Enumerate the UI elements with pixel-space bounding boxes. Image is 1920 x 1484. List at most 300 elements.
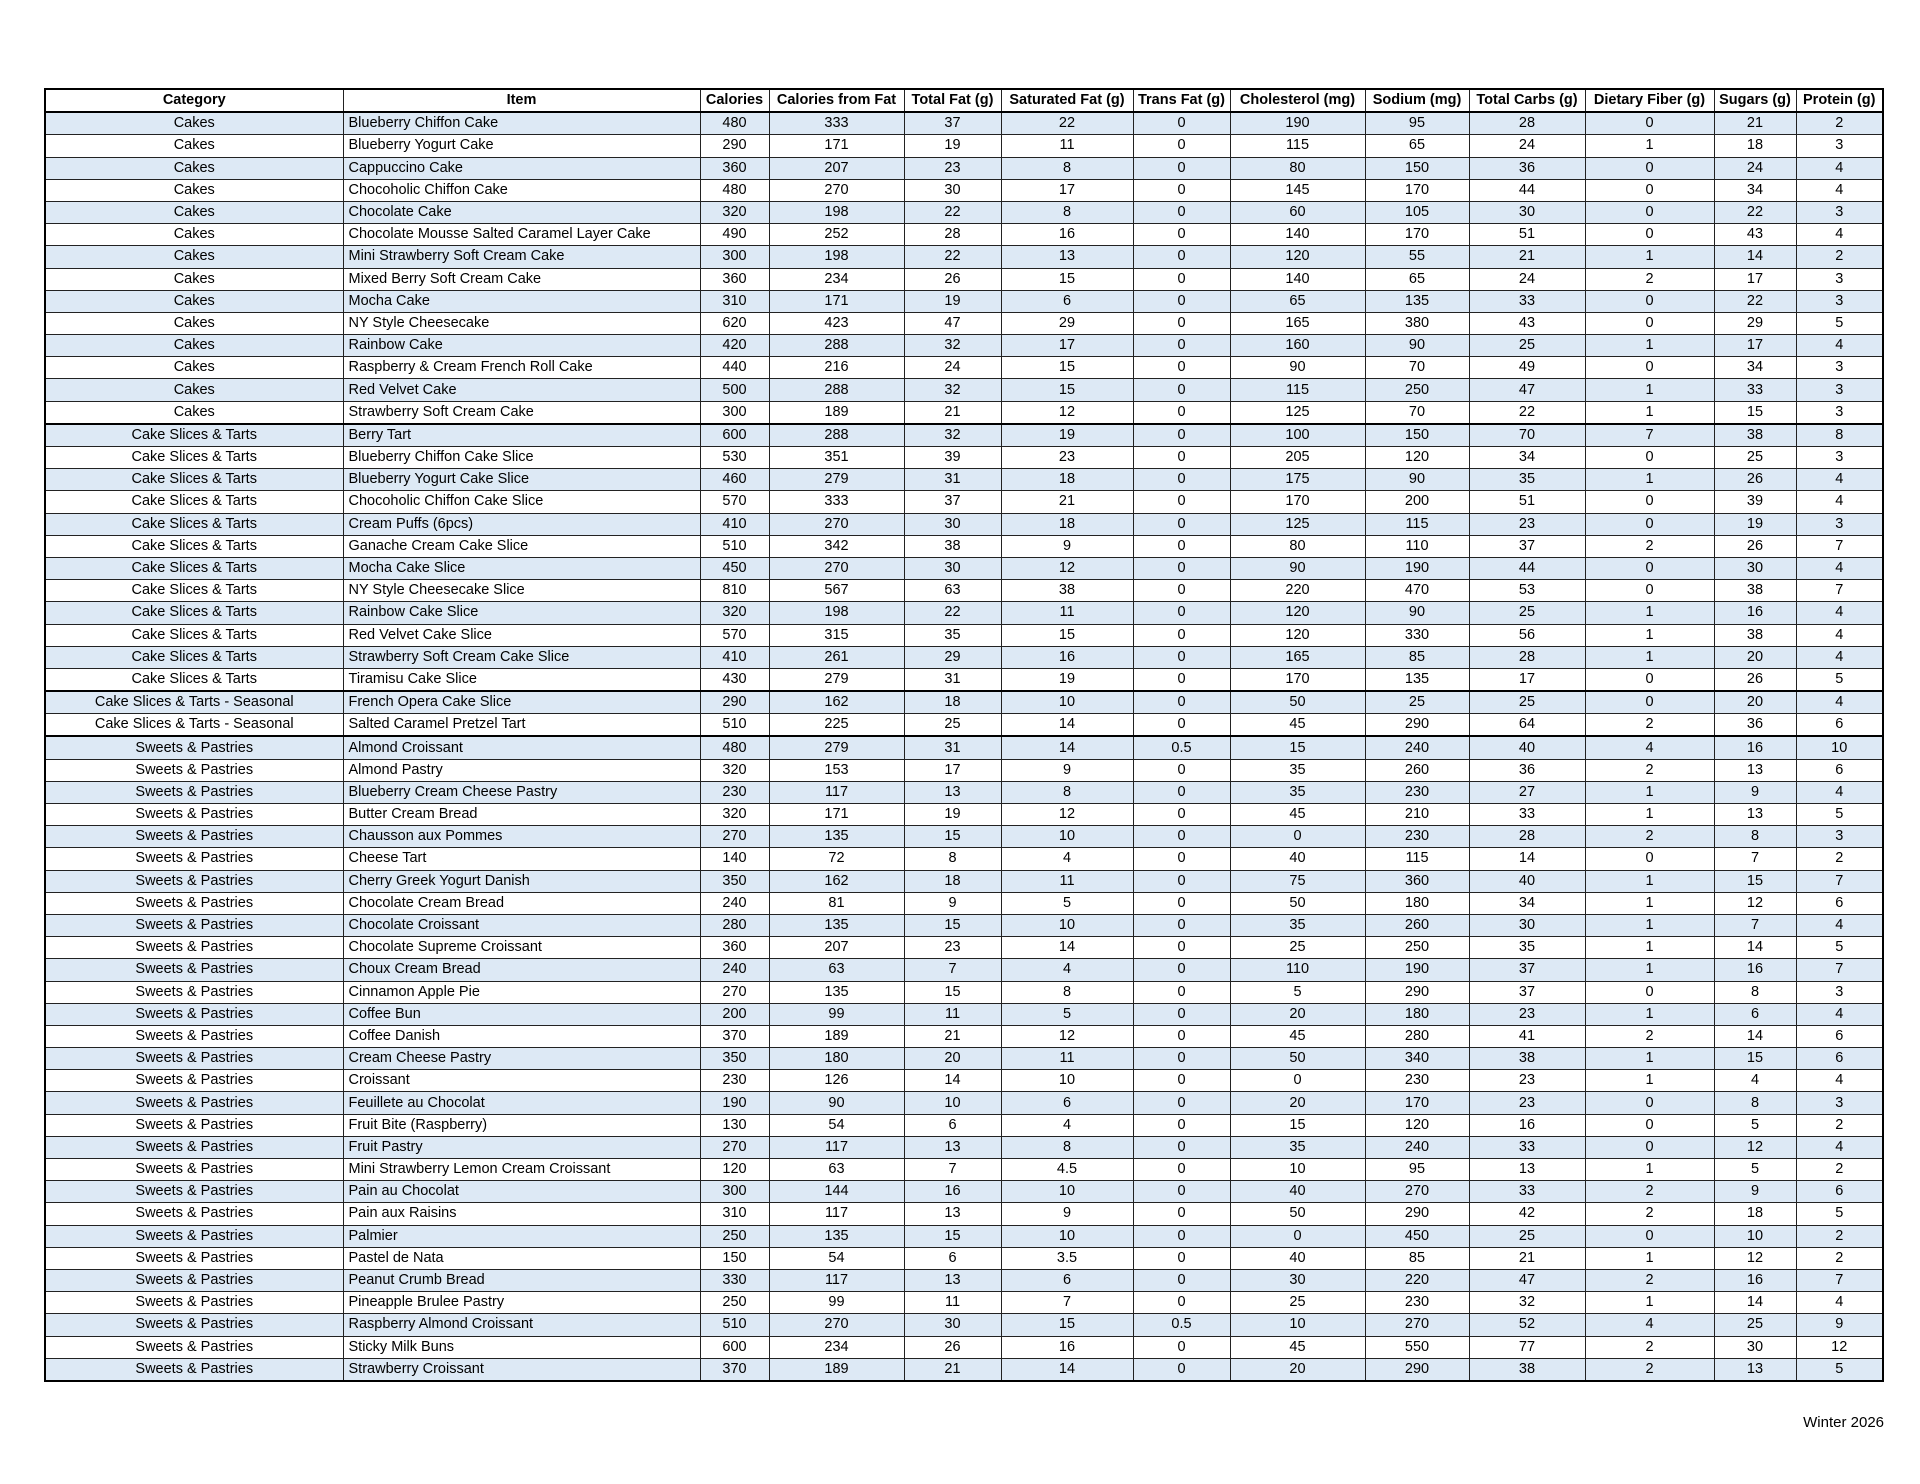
value-cell: 7	[904, 959, 1001, 981]
value-cell: 31	[904, 668, 1001, 691]
value-cell: 0	[1133, 804, 1230, 826]
value-cell: 1	[1585, 246, 1714, 268]
table-row	[45, 1003, 1883, 1025]
column-header: Protein (g)	[1796, 89, 1883, 112]
value-cell: 6	[1796, 714, 1883, 737]
value-cell: 0	[1133, 1048, 1230, 1070]
value-cell: 2	[1585, 1358, 1714, 1381]
value-cell: 510	[700, 535, 769, 557]
category-cell: Sweets & Pastries	[45, 1358, 343, 1381]
value-cell: 0.5	[1133, 1314, 1230, 1336]
value-cell: 4	[1796, 1136, 1883, 1158]
table-row	[45, 892, 1883, 914]
table-row	[45, 1159, 1883, 1181]
value-cell: 0	[1133, 624, 1230, 646]
value-cell: 35	[1469, 469, 1585, 491]
value-cell: 90	[1230, 357, 1365, 379]
value-cell: 35	[1230, 1136, 1365, 1158]
value-cell: 36	[1469, 759, 1585, 781]
value-cell: 567	[769, 580, 904, 602]
value-cell: 180	[1365, 892, 1469, 914]
value-cell: 10	[1001, 914, 1133, 936]
item-cell: Rainbow Cake Slice	[343, 602, 700, 624]
value-cell: 0	[1133, 1114, 1230, 1136]
value-cell: 252	[769, 224, 904, 246]
value-cell: 115	[1230, 379, 1365, 401]
category-cell: Sweets & Pastries	[45, 1292, 343, 1314]
value-cell: 300	[700, 1181, 769, 1203]
table-row	[45, 1025, 1883, 1047]
value-cell: 14	[904, 1070, 1001, 1092]
value-cell: 2	[1585, 535, 1714, 557]
table-row	[45, 268, 1883, 290]
value-cell: 570	[700, 624, 769, 646]
value-cell: 40	[1469, 736, 1585, 759]
value-cell: 115	[1365, 848, 1469, 870]
value-cell: 120	[1365, 1114, 1469, 1136]
value-cell: 0	[1133, 826, 1230, 848]
value-cell: 360	[700, 157, 769, 179]
value-cell: 320	[700, 602, 769, 624]
value-cell: 530	[700, 447, 769, 469]
value-cell: 1	[1585, 892, 1714, 914]
value-cell: 25	[1365, 691, 1469, 714]
value-cell: 50	[1230, 1048, 1365, 1070]
item-cell: Red Velvet Cake	[343, 379, 700, 401]
item-cell: NY Style Cheesecake	[343, 312, 700, 334]
value-cell: 0	[1585, 668, 1714, 691]
value-cell: 33	[1469, 1181, 1585, 1203]
category-cell: Sweets & Pastries	[45, 981, 343, 1003]
value-cell: 47	[1469, 379, 1585, 401]
value-cell: 105	[1365, 201, 1469, 223]
value-cell: 38	[1001, 580, 1133, 602]
category-cell: Sweets & Pastries	[45, 804, 343, 826]
category-cell: Cake Slices & Tarts	[45, 447, 343, 469]
value-cell: 19	[904, 135, 1001, 157]
category-cell: Cake Slices & Tarts	[45, 602, 343, 624]
category-cell: Cakes	[45, 335, 343, 357]
item-cell: Raspberry Almond Croissant	[343, 1314, 700, 1336]
value-cell: 170	[1230, 668, 1365, 691]
value-cell: 350	[700, 1048, 769, 1070]
value-cell: 160	[1230, 335, 1365, 357]
value-cell: 440	[700, 357, 769, 379]
value-cell: 0	[1133, 914, 1230, 936]
value-cell: 31	[904, 736, 1001, 759]
table-row	[45, 826, 1883, 848]
value-cell: 15	[1714, 1048, 1796, 1070]
value-cell: 30	[904, 179, 1001, 201]
value-cell: 2	[1585, 759, 1714, 781]
item-cell: Strawberry Soft Cream Cake	[343, 401, 700, 424]
value-cell: 240	[700, 959, 769, 981]
value-cell: 0	[1585, 112, 1714, 135]
item-cell: Fruit Bite (Raspberry)	[343, 1114, 700, 1136]
table-row	[45, 535, 1883, 557]
value-cell: 0	[1133, 781, 1230, 803]
value-cell: 8	[1001, 157, 1133, 179]
value-cell: 0	[1133, 1358, 1230, 1381]
value-cell: 15	[904, 914, 1001, 936]
value-cell: 11	[1001, 135, 1133, 157]
value-cell: 17	[1714, 268, 1796, 290]
value-cell: 23	[1469, 1070, 1585, 1092]
value-cell: 330	[1365, 624, 1469, 646]
value-cell: 0	[1133, 714, 1230, 737]
value-cell: 0	[1133, 1292, 1230, 1314]
value-cell: 480	[700, 179, 769, 201]
value-cell: 18	[904, 870, 1001, 892]
value-cell: 18	[1001, 469, 1133, 491]
table-row	[45, 201, 1883, 223]
value-cell: 279	[769, 736, 904, 759]
value-cell: 126	[769, 1070, 904, 1092]
value-cell: 300	[700, 401, 769, 424]
category-cell: Sweets & Pastries	[45, 1203, 343, 1225]
table-row	[45, 157, 1883, 179]
value-cell: 6	[1001, 1269, 1133, 1291]
value-cell: 1	[1585, 937, 1714, 959]
value-cell: 4	[1796, 781, 1883, 803]
value-cell: 0	[1133, 870, 1230, 892]
value-cell: 162	[769, 691, 904, 714]
value-cell: 38	[1714, 424, 1796, 447]
item-cell: Red Velvet Cake Slice	[343, 624, 700, 646]
value-cell: 25	[1230, 1292, 1365, 1314]
value-cell: 90	[769, 1092, 904, 1114]
value-cell: 117	[769, 781, 904, 803]
value-cell: 15	[1230, 736, 1365, 759]
value-cell: 14	[1714, 246, 1796, 268]
table-row	[45, 424, 1883, 447]
value-cell: 45	[1230, 1025, 1365, 1047]
value-cell: 15	[904, 826, 1001, 848]
value-cell: 225	[769, 714, 904, 737]
item-cell: Chocolate Croissant	[343, 914, 700, 936]
value-cell: 270	[700, 826, 769, 848]
value-cell: 41	[1469, 1025, 1585, 1047]
column-header: Sodium (mg)	[1365, 89, 1469, 112]
value-cell: 51	[1469, 491, 1585, 513]
value-cell: 250	[1365, 379, 1469, 401]
value-cell: 5	[1796, 668, 1883, 691]
value-cell: 33	[1469, 804, 1585, 826]
value-cell: 270	[769, 513, 904, 535]
value-cell: 198	[769, 201, 904, 223]
value-cell: 4	[1796, 1070, 1883, 1092]
value-cell: 8	[1001, 781, 1133, 803]
category-cell: Sweets & Pastries	[45, 1269, 343, 1291]
value-cell: 0	[1133, 491, 1230, 513]
column-header: Total Fat (g)	[904, 89, 1001, 112]
value-cell: 0	[1133, 357, 1230, 379]
value-cell: 430	[700, 668, 769, 691]
value-cell: 207	[769, 157, 904, 179]
value-cell: 7	[1585, 424, 1714, 447]
value-cell: 30	[1230, 1269, 1365, 1291]
value-cell: 2	[1796, 1159, 1883, 1181]
value-cell: 22	[904, 602, 1001, 624]
value-cell: 50	[1230, 691, 1365, 714]
value-cell: 13	[904, 1136, 1001, 1158]
value-cell: 2	[1796, 112, 1883, 135]
value-cell: 3	[1796, 826, 1883, 848]
value-cell: 0	[1133, 646, 1230, 668]
value-cell: 35	[904, 624, 1001, 646]
value-cell: 12	[1001, 804, 1133, 826]
value-cell: 0	[1133, 135, 1230, 157]
value-cell: 7	[904, 1159, 1001, 1181]
value-cell: 240	[1365, 1136, 1469, 1158]
value-cell: 14	[1469, 848, 1585, 870]
value-cell: 0	[1585, 981, 1714, 1003]
value-cell: 1	[1585, 401, 1714, 424]
value-cell: 10	[1001, 691, 1133, 714]
value-cell: 2	[1585, 1203, 1714, 1225]
item-cell: NY Style Cheesecake Slice	[343, 580, 700, 602]
value-cell: 42	[1469, 1203, 1585, 1225]
value-cell: 4	[1714, 1070, 1796, 1092]
table-row	[45, 848, 1883, 870]
value-cell: 25	[1469, 602, 1585, 624]
item-cell: French Opera Cake Slice	[343, 691, 700, 714]
value-cell: 500	[700, 379, 769, 401]
value-cell: 5	[1796, 312, 1883, 334]
item-cell: Chocoholic Chiffon Cake Slice	[343, 491, 700, 513]
table-row	[45, 246, 1883, 268]
value-cell: 0	[1585, 157, 1714, 179]
nutrition-sheet	[44, 88, 1882, 1382]
table-row	[45, 290, 1883, 312]
table-row	[45, 937, 1883, 959]
value-cell: 0	[1133, 1203, 1230, 1225]
value-cell: 4	[1796, 469, 1883, 491]
value-cell: 45	[1230, 714, 1365, 737]
value-cell: 81	[769, 892, 904, 914]
category-cell: Cakes	[45, 357, 343, 379]
table-row	[45, 981, 1883, 1003]
value-cell: 0	[1133, 1336, 1230, 1358]
table-row	[45, 736, 1883, 759]
category-cell: Cake Slices & Tarts - Seasonal	[45, 714, 343, 737]
value-cell: 10	[1001, 826, 1133, 848]
value-cell: 145	[1230, 179, 1365, 201]
value-cell: 135	[769, 1225, 904, 1247]
value-cell: 220	[1230, 580, 1365, 602]
item-cell: Mocha Cake Slice	[343, 557, 700, 579]
value-cell: 200	[700, 1003, 769, 1025]
item-cell: Mini Strawberry Soft Cream Cake	[343, 246, 700, 268]
value-cell: 27	[1469, 781, 1585, 803]
value-cell: 60	[1230, 201, 1365, 223]
value-cell: 140	[700, 848, 769, 870]
value-cell: 2	[1585, 1181, 1714, 1203]
value-cell: 18	[904, 691, 1001, 714]
value-cell: 47	[904, 312, 1001, 334]
value-cell: 7	[1796, 870, 1883, 892]
value-cell: 18	[1001, 513, 1133, 535]
value-cell: 3.5	[1001, 1247, 1133, 1269]
value-cell: 5	[1796, 1358, 1883, 1381]
value-cell: 150	[1365, 157, 1469, 179]
value-cell: 40	[1230, 1247, 1365, 1269]
category-cell: Cake Slices & Tarts	[45, 668, 343, 691]
value-cell: 288	[769, 424, 904, 447]
value-cell: 65	[1230, 290, 1365, 312]
table-row	[45, 668, 1883, 691]
value-cell: 230	[700, 1070, 769, 1092]
value-cell: 8	[1001, 201, 1133, 223]
category-cell: Cake Slices & Tarts	[45, 469, 343, 491]
value-cell: 0	[1230, 1225, 1365, 1247]
category-cell: Cake Slices & Tarts	[45, 491, 343, 513]
category-cell: Cakes	[45, 246, 343, 268]
value-cell: 38	[1469, 1048, 1585, 1070]
value-cell: 56	[1469, 624, 1585, 646]
value-cell: 350	[700, 870, 769, 892]
value-cell: 250	[700, 1225, 769, 1247]
value-cell: 0	[1585, 513, 1714, 535]
value-cell: 14	[1001, 1358, 1133, 1381]
value-cell: 117	[769, 1203, 904, 1225]
value-cell: 26	[904, 268, 1001, 290]
value-cell: 1	[1585, 1159, 1714, 1181]
category-cell: Sweets & Pastries	[45, 1114, 343, 1136]
table-row	[45, 224, 1883, 246]
value-cell: 12	[1001, 401, 1133, 424]
value-cell: 13	[904, 781, 1001, 803]
category-cell: Cakes	[45, 112, 343, 135]
value-cell: 0	[1133, 335, 1230, 357]
value-cell: 30	[1714, 1336, 1796, 1358]
value-cell: 170	[1365, 179, 1469, 201]
value-cell: 810	[700, 580, 769, 602]
value-cell: 11	[1001, 602, 1133, 624]
table-row	[45, 491, 1883, 513]
value-cell: 0	[1133, 1181, 1230, 1203]
category-cell: Cakes	[45, 135, 343, 157]
category-cell: Cakes	[45, 268, 343, 290]
value-cell: 5	[1796, 804, 1883, 826]
value-cell: 288	[769, 335, 904, 357]
value-cell: 26	[1714, 469, 1796, 491]
value-cell: 45	[1230, 1336, 1365, 1358]
value-cell: 1	[1585, 379, 1714, 401]
value-cell: 90	[1365, 602, 1469, 624]
table-row	[45, 513, 1883, 535]
value-cell: 70	[1365, 357, 1469, 379]
value-cell: 4	[1796, 646, 1883, 668]
value-cell: 1	[1585, 1070, 1714, 1092]
value-cell: 13	[904, 1269, 1001, 1291]
category-cell: Sweets & Pastries	[45, 759, 343, 781]
table-row	[45, 714, 1883, 737]
value-cell: 0	[1585, 580, 1714, 602]
value-cell: 6	[1796, 1181, 1883, 1203]
value-cell: 0	[1133, 112, 1230, 135]
table-row	[45, 914, 1883, 936]
value-cell: 9	[1001, 535, 1133, 557]
category-cell: Cake Slices & Tarts - Seasonal	[45, 691, 343, 714]
value-cell: 10	[1230, 1159, 1365, 1181]
category-cell: Sweets & Pastries	[45, 959, 343, 981]
value-cell: 210	[1365, 804, 1469, 826]
value-cell: 37	[1469, 981, 1585, 1003]
value-cell: 120	[1230, 602, 1365, 624]
value-cell: 13	[1714, 804, 1796, 826]
value-cell: 190	[1365, 959, 1469, 981]
item-cell: Berry Tart	[343, 424, 700, 447]
value-cell: 14	[1001, 937, 1133, 959]
category-cell: Cake Slices & Tarts	[45, 557, 343, 579]
value-cell: 25	[1230, 937, 1365, 959]
value-cell: 1	[1585, 804, 1714, 826]
value-cell: 10	[1714, 1225, 1796, 1247]
value-cell: 270	[769, 557, 904, 579]
value-cell: 0	[1585, 1225, 1714, 1247]
value-cell: 0	[1585, 290, 1714, 312]
item-cell: Cream Puffs (6pcs)	[343, 513, 700, 535]
value-cell: 370	[700, 1025, 769, 1047]
value-cell: 360	[1365, 870, 1469, 892]
item-cell: Choux Cream Bread	[343, 959, 700, 981]
value-cell: 125	[1230, 513, 1365, 535]
value-cell: 261	[769, 646, 904, 668]
value-cell: 80	[1230, 157, 1365, 179]
value-cell: 240	[700, 892, 769, 914]
value-cell: 2	[1585, 268, 1714, 290]
table-row	[45, 1181, 1883, 1203]
value-cell: 65	[1365, 135, 1469, 157]
item-cell: Blueberry Chiffon Cake	[343, 112, 700, 135]
value-cell: 6	[1001, 1092, 1133, 1114]
category-cell: Sweets & Pastries	[45, 1314, 343, 1336]
table-row	[45, 1269, 1883, 1291]
value-cell: 10	[1001, 1225, 1133, 1247]
table-row	[45, 1314, 1883, 1336]
value-cell: 14	[1001, 714, 1133, 737]
category-cell: Sweets & Pastries	[45, 1159, 343, 1181]
value-cell: 34	[1469, 892, 1585, 914]
value-cell: 4	[1796, 914, 1883, 936]
value-cell: 370	[700, 1358, 769, 1381]
item-cell: Cheese Tart	[343, 848, 700, 870]
value-cell: 13	[1714, 1358, 1796, 1381]
value-cell: 0	[1133, 290, 1230, 312]
value-cell: 43	[1714, 224, 1796, 246]
value-cell: 5	[1001, 892, 1133, 914]
value-cell: 4	[1001, 848, 1133, 870]
value-cell: 4	[1796, 1003, 1883, 1025]
value-cell: 220	[1365, 1269, 1469, 1291]
value-cell: 51	[1469, 224, 1585, 246]
column-header: Calories	[700, 89, 769, 112]
value-cell: 0	[1133, 1225, 1230, 1247]
value-cell: 75	[1230, 870, 1365, 892]
value-cell: 38	[1714, 624, 1796, 646]
category-cell: Sweets & Pastries	[45, 937, 343, 959]
value-cell: 135	[1365, 668, 1469, 691]
value-cell: 135	[769, 981, 904, 1003]
value-cell: 16	[1001, 224, 1133, 246]
category-cell: Sweets & Pastries	[45, 1247, 343, 1269]
item-cell: Chocolate Mousse Salted Caramel Layer Cake	[343, 224, 700, 246]
value-cell: 4	[1796, 557, 1883, 579]
value-cell: 190	[700, 1092, 769, 1114]
value-cell: 90	[1230, 557, 1365, 579]
value-cell: 290	[1365, 1358, 1469, 1381]
